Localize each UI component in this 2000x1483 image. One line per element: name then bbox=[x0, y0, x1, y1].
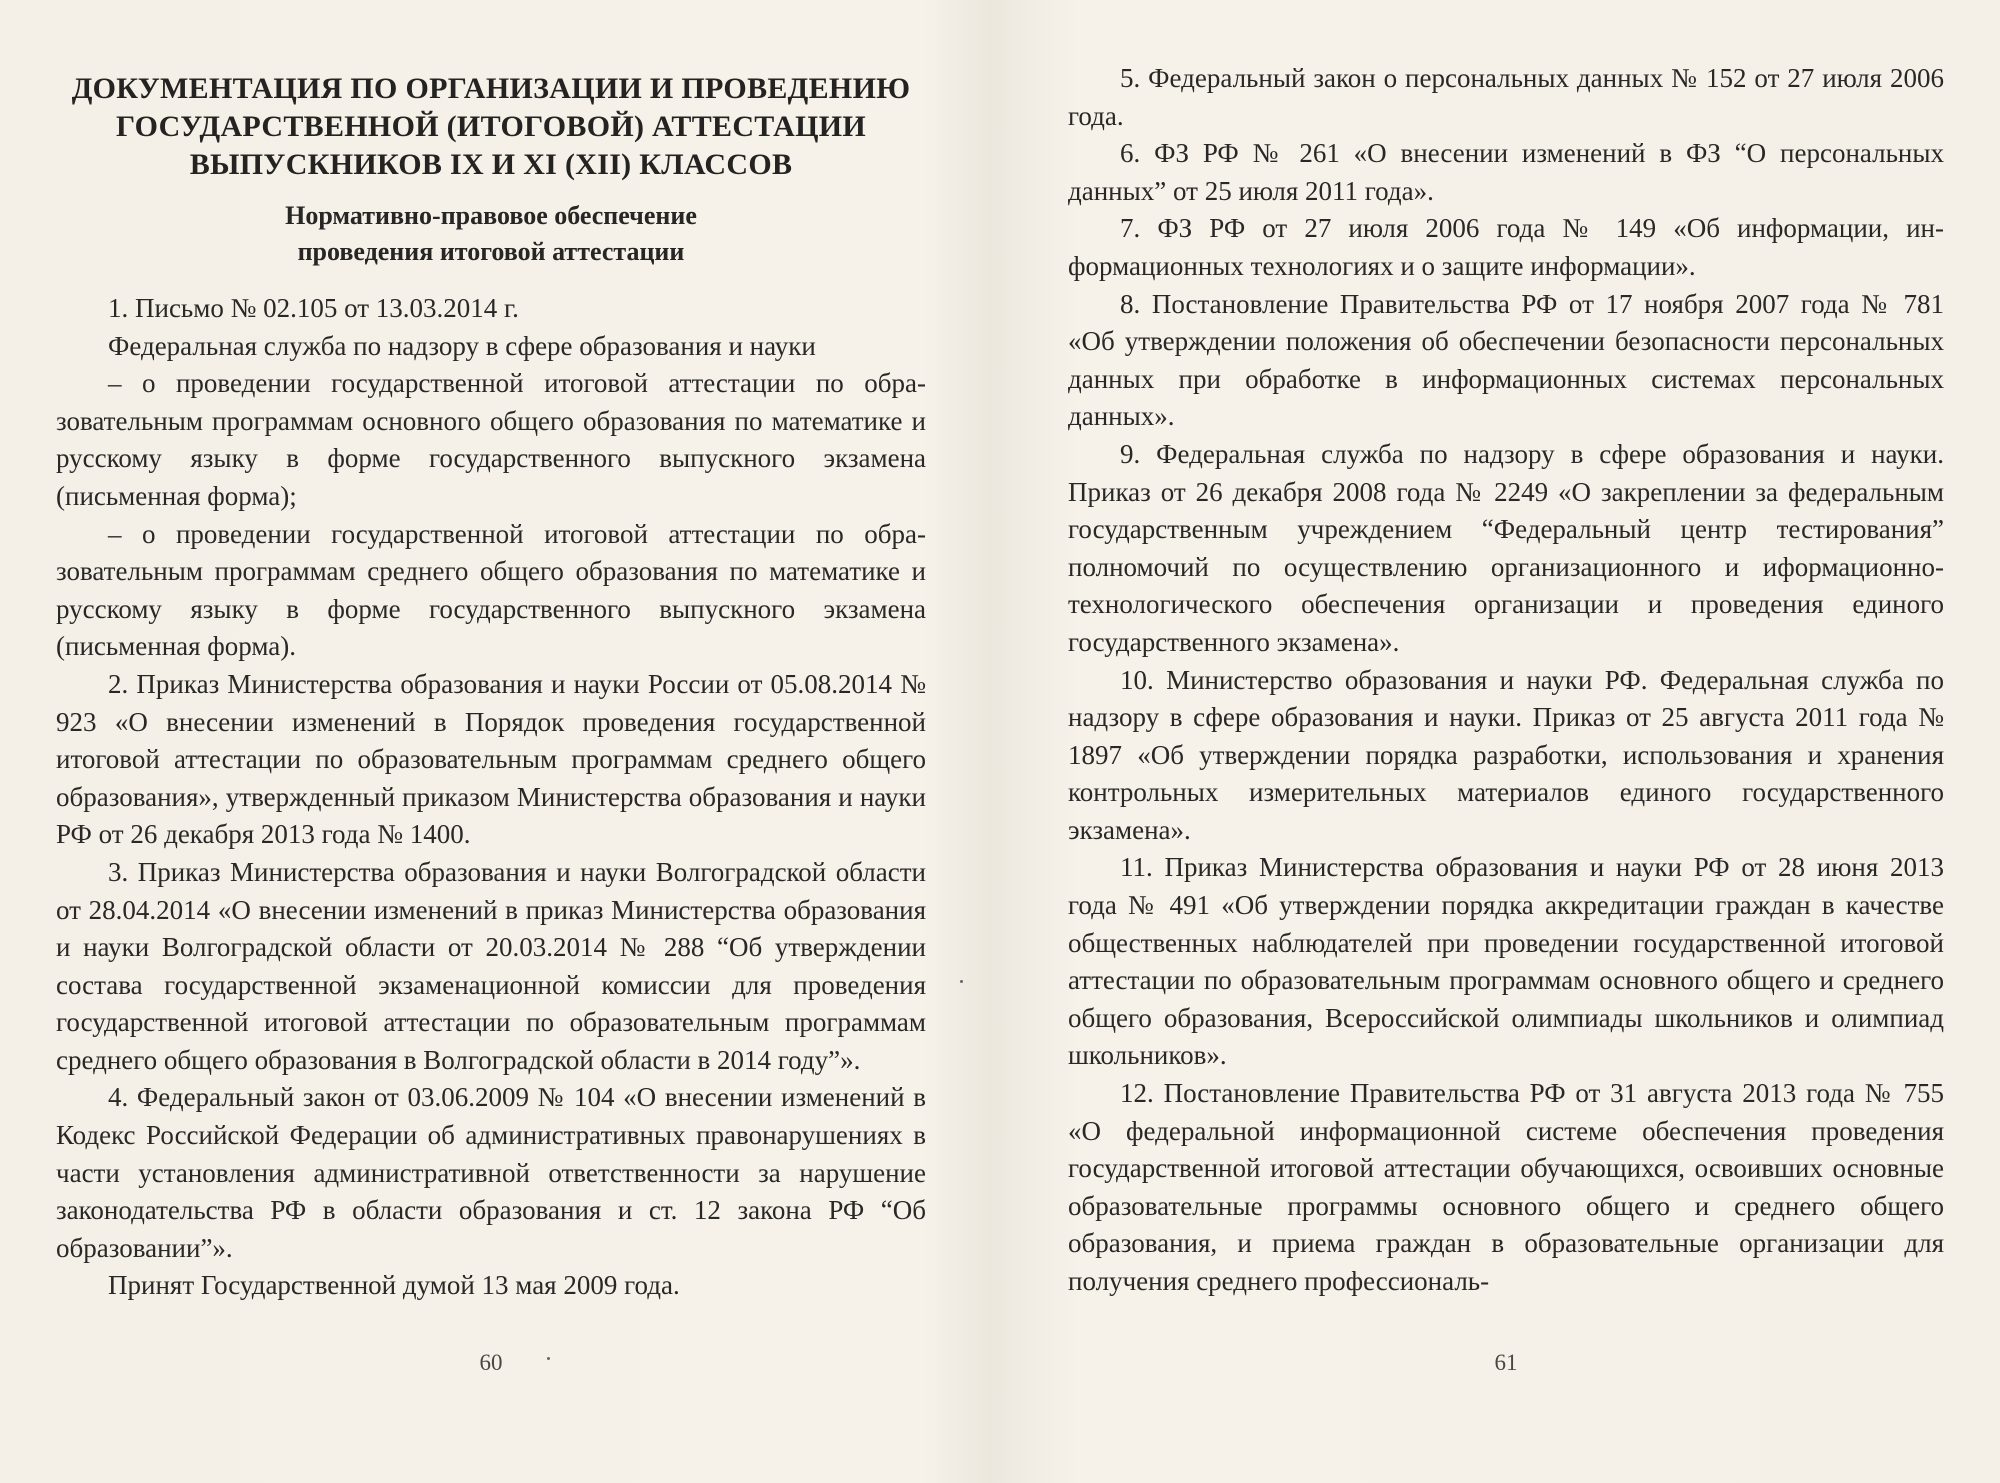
paragraph: 8. Постановление Правительства РФ от 17 ноября 2007 года № 781 «Об утверждении положения об обеспечении безопасности персональных данных при обработке в информационных системах персональных данных». bbox=[1068, 288, 1944, 432]
paragraph: 4. Федеральный закон от 03.06.2009 № 104 «О внесении изменений в Кодекс Российской Федерации об административных правонарушениях в части установления административной ответственности за нарушение законодательства РФ в области образования и ст. 12 закона РФ “Об образовании”». bbox=[56, 1082, 926, 1263]
paragraph: 9. Федеральная служба по надзору в сфере образования и науки. Приказ от 26 декабря 2008 года № 2249 «О закреплении за федеральным государственным учреждением “Федеральный центр тестирования” полномочий по осуществлению организационного и иформационно-технологического обеспечения организации и проведения единого государственного экзамена». bbox=[1068, 438, 1944, 657]
right-page bbox=[1068, 0, 1944, 1375]
paragraph: 1. Письмо № 02.105 от 13.03.2014 г. bbox=[108, 293, 519, 323]
paragraph: Федеральная служба по надзору в сфере образования и науки bbox=[108, 330, 816, 361]
right-body-text bbox=[1068, 60, 1944, 1301]
page-number: 61 bbox=[1494, 1350, 1518, 1375]
paragraph: 6. ФЗ РФ № 261 «О внесении изменений в ФЗ “О персональных данных” от 25 июля 2011 года». bbox=[1068, 138, 1944, 206]
section-heading bbox=[56, 70, 926, 184]
subheading-line: Нормативно-правовое обеспечение bbox=[285, 201, 697, 230]
paragraph: 11. Приказ Министерства образования и науки РФ от 28 июня 2013 года № 491 «Об утверждении порядка аккредитации граждан в качестве общественных наблюдателей при проведении государственной итоговой аттестации по образовательным программам основного общего и среднего общего образования, Всероссийской олимпиады школьников и олимпиад школьников». bbox=[1068, 852, 1944, 1071]
paragraph: 12. Постановление Правительства РФ от 31 августа 2013 года № 755 «О федеральной информационной системе обеспечения проведения государственной итоговой аттестации обучающихся, освоивших основные образовательные программы основного общего и среднего общего образования, и приема граждан в образовательные организации для получения среднего профессиональ- bbox=[1068, 1078, 1944, 1296]
paragraph: – о проведении государственной итоговой аттестации по образовательным программам среднего общего образования по математике и русскому языку в форме государственного выпускного экзамена (письменная форма). bbox=[56, 518, 926, 662]
paragraph: 3. Приказ Министерства образования и науки Волгоградской области от 28.04.2014 «О внесении изменений в приказ Министерства образования и науки Волгоградской области от 20.03.2014 № 288 “Об утверждении состава государственной экзаменационной комиссии для проведения государственной итоговой аттестации по образовательным программам среднего общего образования в Волгоградской области в 2014 году”». bbox=[56, 856, 926, 1075]
paragraph: – о проведении государственной итоговой аттестации по образовательным программам основного общего образования по математике и русскому языку в форме государственного выпускного экзамена (письменная форма); bbox=[56, 368, 926, 511]
paragraph: 2. Приказ Министерства образования и науки России от 05.08.2014 № 923 «О внесении изменений в Порядок проведения государственной итоговой аттестации по образовательным программам среднего общего образования», утвержденный приказом Министерства образования и науки РФ от 26 декабря 2013 года № 1400. bbox=[56, 668, 926, 850]
paragraph: Принят Государственной думой 13 мая 2009 года. bbox=[108, 1270, 680, 1301]
heading-line: ДОКУМЕНТАЦИЯ ПО ОРГАНИЗАЦИИ И ПРОВЕДЕНИЮ bbox=[71, 72, 911, 105]
left-body-text bbox=[56, 290, 926, 1305]
page-number: 60 bbox=[479, 1350, 503, 1375]
print-speck bbox=[960, 980, 963, 983]
subheading-line: проведения итоговой аттестации bbox=[297, 237, 685, 266]
paragraph: 7. ФЗ РФ от 27 июля 2006 года № 149 «Об информации, информационных технологиях и о защите информации». bbox=[1068, 213, 1944, 281]
left-page bbox=[56, 0, 926, 1375]
subsection-heading bbox=[56, 198, 926, 270]
heading-line: ГОСУДАРСТВЕННОЙ (ИТОГОВОЙ) АТТЕСТАЦИИ bbox=[116, 110, 866, 143]
print-speck bbox=[547, 1357, 550, 1360]
heading-line: ВЫПУСКНИКОВ IX И XI (XII) КЛАССОВ bbox=[189, 148, 793, 181]
paragraph: 5. Федеральный закон о персональных данных № 152 от 27 июля 2006 года. bbox=[1068, 63, 1944, 131]
paragraph: 10. Министерство образования и науки РФ. Федеральная служба по надзору в сфере образования и науки. Приказ от 25 августа 2011 года № 1897 «Об утверждении порядка разработки, использования и хранения контрольных измерительных материалов единого государственного экзамена». bbox=[1068, 664, 1944, 845]
